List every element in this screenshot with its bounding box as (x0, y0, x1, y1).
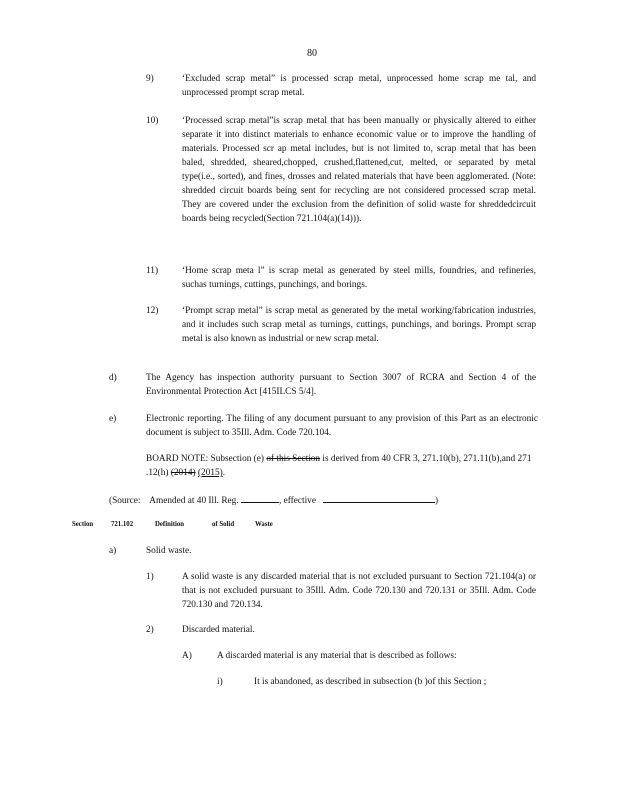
solid-waste-heading: Solid waste. (146, 546, 192, 556)
register-volume-blank (241, 492, 279, 503)
struck-year: (2014) (170, 468, 196, 478)
paragraph-number: a) (109, 546, 117, 556)
source-label: (Source: (109, 496, 141, 506)
struck-text: of this Section (266, 454, 321, 464)
solid-waste-definition: A solid waste is any discarded material that is not excluded pursuant to Section 721.104(a) or that is not excluded pursuant to 35Ill. Adm. Code 720.130 and 720.131 or 35Ill. Adm. Code 720.130 and 720.134. (182, 572, 536, 610)
subparagraph-number: 1) (146, 572, 154, 582)
list-item-number: 9) (146, 74, 154, 84)
board-note-suffix: . (222, 468, 226, 478)
paragraph-agency-authority: The Agency has inspection authority pursuant to Section 3007 of RCRA and Section 4 of the Environmental Protection Act [415ILCS 5/4]. (146, 373, 536, 397)
board-note-body: is derived from 40 CFR 3, 271.10(b), 271.11(b),and 271 .12(h) (146, 454, 532, 478)
definition-processed-scrap-metal: ‘Processed scrap metal”is scrap metal that has been manually or physically altered to either separate it into distinct materials to enhance economic value or to improve the handling of materials. Processed scr ap metal includes, but is not limited to, scrap metal that has been baled, shredded, sheared,chopped, crushed,flattened,cut, melted, or separated by metal type(i.e., sorted), and fines, drosses and related materials that have been agglomerated. (Note: shredded circuit boards being sent for recycling are not considered processed scrap metal. They are covered under the exclusion from the definition of solid waste for shreddedcircuit boards being recycled(Section 721.104(a)(14))). (182, 116, 536, 224)
source-line (109, 492, 539, 508)
paragraph-number: e) (109, 414, 117, 424)
subparagraph-number: i) (217, 677, 223, 687)
source-close: ) (434, 496, 439, 506)
section-number: 721.102 (111, 521, 134, 528)
abandoned-criterion: It is abandoned, as described in subsection (b )of this Section ; (254, 677, 487, 687)
source-effective: , effective (278, 496, 316, 506)
subparagraph-number: A) (182, 651, 192, 661)
section-label: Section (72, 521, 94, 528)
discarded-material-heading: Discarded material. (182, 625, 255, 635)
page-number: 80 (307, 48, 317, 59)
paragraph-electronic-reporting: Electronic reporting. The filing of any document pursuant to any provision of this Part as an electronic document is subject to 35Ill. Adm. Code 720.104. (146, 414, 538, 438)
new-year: (2015) (197, 468, 223, 478)
subparagraph-number: 2) (146, 625, 154, 635)
section-title-of: of Solid (212, 521, 235, 528)
section-title: Definition (155, 521, 185, 528)
list-item-number: 12) (146, 306, 159, 316)
definition-prompt-scrap-metal: ‘Prompt scrap metal” is scrap metal as generated by the metal working/fabrication industries, and it includes such scrap metal as turnings, cuttings, punchings, and borings. Prompt scrap metal is also known as industrial or new scrap metal. (182, 306, 536, 344)
board-note-prefix: BOARD NOTE: Subsection (e) (146, 454, 265, 464)
list-item-number: 10) (146, 116, 159, 126)
section-title-waste: Waste (255, 521, 273, 528)
definition-excluded-scrap-metal: ‘Excluded scrap metal” is processed scrap metal, unprocessed home scrap me tal, and unprocessed prompt scrap metal. (182, 74, 536, 98)
board-note (146, 452, 538, 480)
paragraph-number: d) (109, 373, 117, 383)
list-item-number: 11) (146, 266, 159, 276)
definition-home-scrap-metal: ‘Home scrap meta l” is scrap metal as generated by steel mills, foundries, and refineries, suchas turnings, cuttings, punchings, and borings. (182, 266, 536, 290)
effective-date-blank (323, 492, 435, 503)
discarded-material-definition: A discarded material is any material that is described as follows: (217, 651, 457, 661)
source-amended: Amended at 40 Ill. Reg. (149, 496, 239, 506)
